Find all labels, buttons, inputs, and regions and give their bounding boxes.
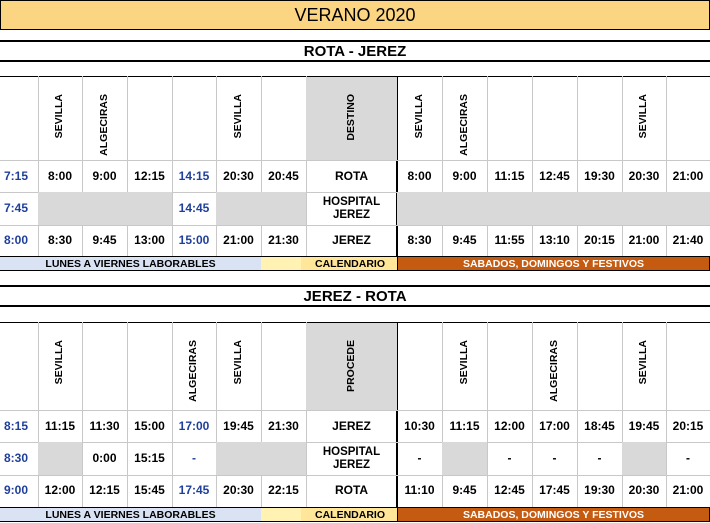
time-cell: 20:45 xyxy=(268,168,299,183)
time-cell: 21:00 xyxy=(628,233,660,247)
time-cell xyxy=(577,192,622,225)
column-header: DESTINO xyxy=(344,94,357,141)
time-cell: 8:00 xyxy=(407,168,432,183)
time-cell: 8:30 xyxy=(47,233,73,247)
footer-weekends: SABADOS, DOMINGOS Y FESTIVOS xyxy=(397,256,710,271)
column-header: SEVILLA xyxy=(637,340,649,385)
column-header: ALGECIRAS xyxy=(97,94,110,156)
time-cell: 15:15 xyxy=(134,451,165,465)
time-cell xyxy=(216,442,261,475)
route-title: ROTA - JEREZ xyxy=(0,40,710,62)
time-cell: 8:00 xyxy=(47,168,73,183)
footer-calendar: CALENDARIO xyxy=(261,507,397,522)
time-cell: 20:30 xyxy=(628,168,660,183)
time-cell xyxy=(442,192,487,225)
time-cell xyxy=(442,442,487,475)
time-cell: 15:00 xyxy=(134,418,165,433)
time-cell: 17:00 xyxy=(539,418,570,433)
column-header: SEVILLA xyxy=(637,94,649,139)
stop-name: JEREZ xyxy=(332,418,371,433)
time-cell xyxy=(666,192,710,225)
season-banner xyxy=(0,0,710,30)
time-cell xyxy=(127,192,172,225)
time-cell: 7:45 xyxy=(4,201,29,215)
time-cell: 13:10 xyxy=(539,233,570,247)
time-cell: 19:45 xyxy=(628,418,660,433)
time-cell: - xyxy=(507,451,512,465)
time-cell: 12:15 xyxy=(134,168,165,183)
time-cell: - xyxy=(417,451,422,465)
time-cell: 8:00 xyxy=(4,233,29,247)
stop-name: HOSPITAL JEREZ xyxy=(322,195,381,221)
route-title: JEREZ - ROTA xyxy=(0,285,710,307)
time-cell: 14:15 xyxy=(178,168,210,183)
time-cell xyxy=(397,192,442,225)
time-cell: 11:10 xyxy=(404,483,435,497)
footer-weekdays: LUNES A VIERNES LABORABLES xyxy=(0,256,261,271)
time-cell: 22:15 xyxy=(268,483,299,497)
time-cell: 20:15 xyxy=(584,233,615,247)
time-cell: 14:45 xyxy=(178,201,210,215)
stop-name: HOSPITAL JEREZ xyxy=(322,445,381,471)
column-header: SEVILLA xyxy=(457,340,470,385)
time-cell: 21:40 xyxy=(672,233,704,247)
time-cell: 8:30 xyxy=(4,451,29,465)
column-header: SEVILLA xyxy=(231,94,244,139)
time-cell: 12:45 xyxy=(494,483,525,497)
time-cell xyxy=(261,192,306,225)
time-cell: 17:45 xyxy=(178,483,210,497)
time-cell: 20:15 xyxy=(672,418,704,433)
time-cell: 21:00 xyxy=(672,483,704,497)
time-cell: 12:00 xyxy=(494,418,525,433)
time-cell: 19:30 xyxy=(584,483,615,497)
time-cell: 15:00 xyxy=(178,233,210,247)
time-cell xyxy=(622,192,666,225)
time-cell: 21:30 xyxy=(268,418,299,433)
time-cell: 11:15 xyxy=(44,418,76,433)
time-cell: 11:15 xyxy=(494,168,525,183)
time-cell: 11:55 xyxy=(494,233,525,247)
time-cell: 8:15 xyxy=(4,418,29,433)
footer-weekdays: LUNES A VIERNES LABORABLES xyxy=(0,507,261,522)
time-cell: 13:00 xyxy=(134,233,165,247)
column-header: SEVILLA xyxy=(53,340,65,385)
time-cell xyxy=(216,192,261,225)
time-cell: 0:00 xyxy=(92,451,117,465)
time-cell xyxy=(532,192,577,225)
time-cell: 9:00 xyxy=(4,483,29,497)
time-cell: 21:30 xyxy=(268,233,299,247)
time-cell xyxy=(261,442,306,475)
time-cell: 12:00 xyxy=(44,483,76,497)
footer-calendar: CALENDARIO xyxy=(261,256,397,271)
time-cell: 11:15 xyxy=(449,418,480,433)
column-header: SEVILLA xyxy=(412,94,425,139)
time-cell: 21:00 xyxy=(672,168,704,183)
time-cell: 12:15 xyxy=(89,483,120,497)
stop-name: ROTA xyxy=(334,483,369,497)
column-header: ALGECIRAS xyxy=(547,340,560,402)
column-header: PROCEDE xyxy=(344,340,357,392)
time-cell: 20:30 xyxy=(223,168,254,183)
time-cell: 9:00 xyxy=(452,168,477,183)
time-cell xyxy=(82,192,127,225)
time-cell: 20:30 xyxy=(628,483,660,497)
time-cell: - xyxy=(686,451,690,465)
season-title: VERANO 2020 xyxy=(294,4,416,25)
time-cell xyxy=(622,442,666,475)
column-header: ALGECIRAS xyxy=(187,340,199,402)
stop-name: ROTA xyxy=(334,168,369,183)
stop-name: JEREZ xyxy=(332,233,371,247)
time-cell: - xyxy=(192,451,196,465)
time-cell: 9:45 xyxy=(452,483,477,497)
time-cell: 7:15 xyxy=(4,168,29,183)
column-header: SEVILLA xyxy=(53,94,65,139)
time-cell: - xyxy=(552,451,557,465)
time-cell: 17:45 xyxy=(539,483,570,497)
column-header: SEVILLA xyxy=(231,340,244,385)
time-cell xyxy=(487,192,532,225)
time-cell: - xyxy=(597,451,602,465)
time-cell: 11:30 xyxy=(89,418,120,433)
time-cell: 8:30 xyxy=(407,233,432,247)
time-cell: 10:30 xyxy=(404,418,435,433)
time-cell: 21:00 xyxy=(223,233,254,247)
footer-weekends: SABADOS, DOMINGOS Y FESTIVOS xyxy=(397,507,710,522)
time-cell xyxy=(38,192,82,225)
time-cell: 12:45 xyxy=(539,168,570,183)
column-header: ALGECIRAS xyxy=(457,94,470,156)
time-cell: 9:00 xyxy=(92,168,117,183)
time-cell: 19:45 xyxy=(223,418,254,433)
time-cell: 17:00 xyxy=(178,418,210,433)
time-cell: 9:45 xyxy=(92,233,117,247)
time-cell: 15:45 xyxy=(134,483,165,497)
time-cell: 20:30 xyxy=(223,483,254,497)
time-cell: 19:30 xyxy=(584,168,615,183)
time-cell: 18:45 xyxy=(584,418,615,433)
time-cell: 9:45 xyxy=(452,233,477,247)
time-cell xyxy=(38,442,82,475)
